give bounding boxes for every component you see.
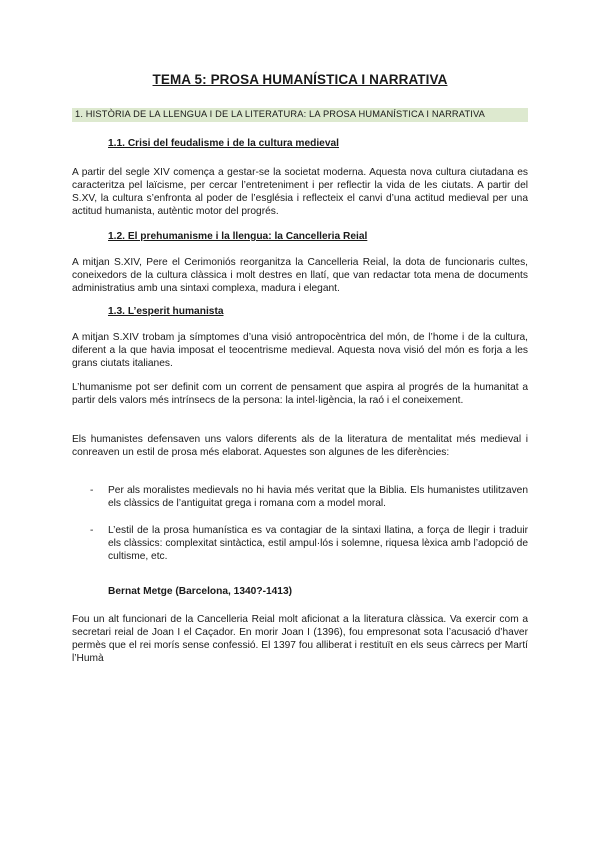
- section-heading: 1. HISTÒRIA DE LA LLENGUA I DE LA LITERATURA: LA PROSA HUMANÍSTICA I NARRATIVA: [75, 109, 486, 119]
- subsection-heading-1-2: 1.2. El prehumanisme i la llengua: la Cancelleria Reial: [108, 231, 368, 242]
- paragraph-1-3-b: L’humanisme pot ser definit com un corrent de pensament que aspira al progrés de la humanitat a partir dels valors més intrínsecs de la persona: la intel·ligència, la raó i el coneixement.: [72, 382, 528, 406]
- page-title: TEMA 5: PROSA HUMANÍSTICA I NARRATIVA: [152, 72, 448, 87]
- author-paragraph: Fou un alt funcionari de la Cancelleria Reial molt aficionat a la literatura clàssica. Va exercir com a secretari reial de Joan I el Caçador. En morir Joan I (1396), fou empresonat sota l’acusació d’haver permès que el rei morís sense confessió. El 1397 fou alliberat i restituït en els seus càrrecs per Martí l’Humà: [72, 614, 528, 664]
- paragraph-1-3-a: A mitjan S.XIV trobam ja símptomes d’una visió antropocèntrica del món, de l’home i de la cultura, diferent a la que havia imposat el teocentrisme medieval. Aquesta nova visió del món es forja a les grans ciutats italianes.: [72, 332, 528, 369]
- bullet-item: Per als moralistes medievals no hi havia més veritat que la Biblia. Els humanistes utilitzaven els clàssics de l’antiguitat grega i romana com a model moral.: [108, 485, 528, 509]
- bullet-marker: -: [90, 485, 94, 496]
- subsection-heading-1-1: 1.1. Crisi del feudalisme i de la cultura medieval: [108, 138, 340, 149]
- paragraph-1-2: A mitjan S.XIV, Pere el Cerimoniós reorganitza la Cancelleria Reial, la dota de funcionaris cultes, coneixedors de la cultura clàssica i molt destres en llatí, que van redactar tota mena de documents administratius amb una sintaxi complexa, madura i elegant.: [72, 257, 528, 294]
- subsection-heading-1-3: 1.3. L’esperit humanista: [108, 306, 224, 317]
- bullet-marker: -: [90, 525, 94, 536]
- paragraph-1-3-c: Els humanistes defensaven uns valors diferents als de la literatura de mentalitat més medieval i conreaven un estil de prosa més elaborat. Aquestes son algunes de les diferències:: [72, 434, 528, 458]
- paragraph-1-1: A partir del segle XIV comença a gestar-se la societat moderna. Aquesta nova cultura ciutadana es caracteritza pel laïcisme, per cercar l’entreteniment i per reflectir la vida de les ciutats. A partir del S.XV, la cultura s’enfronta al poder de l’església i reflecteix el canvi d’una actitud medieval per una actitud humanista, autèntic motor del progrés.: [72, 167, 528, 217]
- bullet-item: L’estil de la prosa humanística es va contagiar de la sintaxi llatina, a força de llegir i traduir els clàssics: complexitat sintàctica, estil ampul·lós i solemne, riquesa lèxica amb l’adopció de cultisme, etc.: [108, 525, 528, 562]
- author-heading: Bernat Metge (Barcelona, 1340?-1413): [108, 586, 293, 597]
